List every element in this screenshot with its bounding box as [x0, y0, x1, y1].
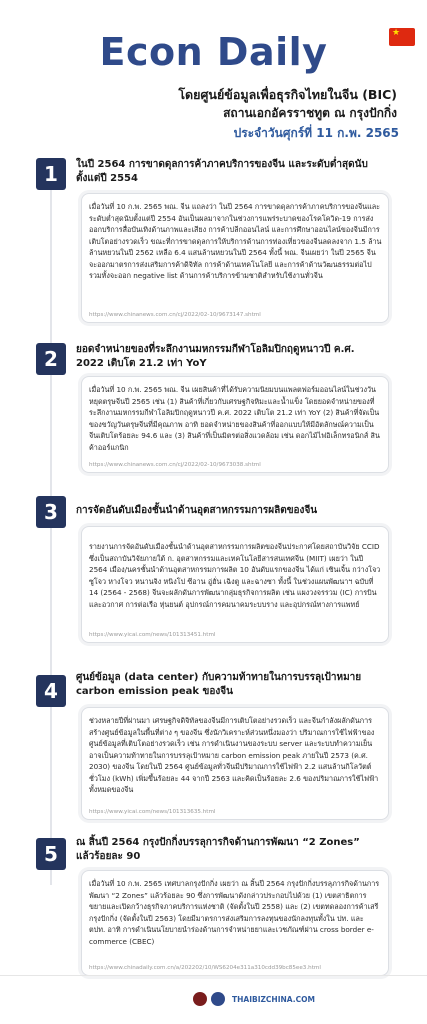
- section-title: การจัดอันดับเมืองชั้นนำด้านอุตสาหกรรมการผลิตของจีน: [76, 505, 318, 516]
- section-number: 5: [36, 838, 66, 870]
- source-link[interactable]: https://www.yicai.com/news/101313451.html: [89, 632, 216, 638]
- issue-date: ประจำวันศุกร์ที่ 11 ก.พ. 2565: [233, 126, 399, 140]
- section-card: [81, 376, 389, 473]
- china-flag-icon: ★: [389, 28, 415, 46]
- section-body: รายงานการจัดอันดับเมืองชั้นนำด้านอุตสาหกรรมการผลิตของจีนประกาศโดยสถาบันวิจัย CCID ซึ่งเป็นสถาบันวิจัยภายใต้ ก. อุตสาหกรรมและเทคโนโลยีสารสนเทศจีน (MIIT) เผยว่า ในปี 2564 เมือง/นครชั้นนำด้านอุตสาหกรรมการผลิต 10 อันดับแรกของจีน ได้แก่ เซินเจิ้น กว่างโจว ซูโจว หางโจว หนานจิง หนิงโป ซีอาน อู่ฮั่น เฉิงตู และฉางซา ทั้งนี้ ในช่วงแผนพัฒนาฯ ฉบับที่ 14 (2564 - 2568) จีนจะผลักดันการพัฒนากลุ่มธุรกิจการผลิต เช่น แผงวงจรรวม (IC) การบินและอวกาศ การต่อเรือ หุ่นยนต์ อุปกรณ์การคมนาคมระบบราง และอุปกรณ์ทางการแพทย์: [89, 542, 381, 609]
- section-number: 2: [36, 343, 66, 375]
- section-body: เมื่อวันที่ 10 ก.พ. 2565 พณ. จีน เผยสินค้าที่ได้รับความนิยมบนแพลตฟอร์มออนไลน์ในช่วงวันหยุดตรุษจีนปี 2565 เช่น (1) สินค้าที่เกี่ยวกับเศรษฐกิจหิมะและน้ำแข็ง โดยยอดจำหน่ายของที่ระลึกงานมหกรรมกีฬาโอลิมปิกฤดูหนาวปี ค.ศ. 2022 เติบโต 21.2 เท่า YoY (2) สินค้าที่จัดเป็นของขวัญวันตรุษจีนที่มีคุณภาพ อาทิ ยอดจำหน่ายของสินค้าที่ออกแบบให้มีอัตลักษณ์ความเป็นจีนเติบโตร้อยละ 94.6 และ (3) สินค้าที่เป็นมิตรต่อสิ่งแวดล้อม เช่น ดอกไม้ไฟอิเล็กทรอนิกส์ สินค้าออร์แกนิก: [89, 385, 380, 452]
- section-number: 4: [36, 675, 66, 707]
- section-number: 3: [36, 496, 66, 528]
- section-number: 1: [36, 158, 66, 190]
- section-title: ณ สิ้นปี 2564 กรุงปักกิ่งบรรลุการกิจด้านการพัฒนา “2 Zones” แล้วร้อยละ 90: [76, 837, 360, 862]
- footer-website[interactable]: THAIBIZCHINA.COM: [232, 995, 315, 1004]
- section-body: เมื่อวันที่ 10 ก.พ. 2565 พณ. จีน แถลงว่า ในปี 2564 การขาดดุลการค้าภาคบริการของจีนและระดับต่ำสุดนับตั้งแต่ปี 2554 อันเป็นผลมาจากในช่วงการแพร่ระบาดของโรคโควิด-19 การส่งออกบริการสื่อบันเทิงด้านภาพและเสียง การค้าปลีกออนไลน์ และการศึกษาออนไลน์ของจีนมีการเติบโตอย่างรวดเร็ว ขณะที่การขาดดุลการให้บริการด้านการท่องเที่ยวของจีนลดลงจาก 1.5 ล้านล้านหยวนในปี 2562 เหลือ 6.4 แสนล้านหยวนในปี 2564 ทั้งนี้ พณ. จีนเผยว่า ในปี 2565 จีนจะออกมาตรการส่งเสริมการค้าดิจิทัล การค้าด้านเทคโนโลยี และการค้าด้านวัฒนธรรมต่อไป รวมทั้งจะออก negative list ด้านการค้าบริการข้ามชาติสำหรับใช้งานทั่วจีน: [89, 202, 382, 280]
- bic-logo-icon: [211, 992, 225, 1006]
- page-title: Econ Daily: [99, 30, 328, 74]
- section-card: [81, 526, 389, 643]
- section-title: ยอดจำหน่ายของที่ระลึกงานมหกรรมกีฬาโอลิมปิกฤดูหนาวปี ค.ศ. 2022 เติบโต 21.2 เท่า YoY: [76, 344, 355, 369]
- publisher-line: โดยศูนย์ข้อมูลเพื่อธุรกิจไทยในจีน (BIC): [178, 87, 397, 102]
- section-title: ศูนย์ข้อมูล (data center) กับความท้าทายในการบรรลุเป้าหมาย carbon emission peak ของจีน: [76, 672, 362, 697]
- section-title: ในปี 2564 การขาดดุลการค้าภาคบริการของจีน และระดับต่ำสุดนับตั้งแต่ปี 2554: [76, 159, 368, 184]
- source-link[interactable]: https://www.chinanews.com.cn/cj/2022/02-10/9673038.shtml: [89, 462, 261, 468]
- section-body: ช่วงหลายปีที่ผ่านมา เศรษฐกิจดิจิทัลของจีนมีการเติบโตอย่างรวดเร็ว และจีนกำลังผลักดันการสร้างศูนย์ข้อมูลในพื้นที่ต่าง ๆ ของจีน ซึ่งนักวิเคราะห์ส่วนหนึ่งมองว่า ปริมาณการใช้ไฟฟ้าของศูนย์ข้อมูลที่เติบโตอย่างรวดเร็ว เช่น การดำเนินงานของระบบ server และระบบทำความเย็น อาจเป็นความท้าทายในการบรรลุเป้าหมาย carbon emission peak ภายในปี 2573 (ค.ศ. 2030) ของจีน โดยในปี 2564 ศูนย์ข้อมูลทั่วจีนมีปริมาณการใช้ไฟฟ้า 2.2 แสนล้านกิโลวัตต์ชั่วโมง (kWh) เพิ่มขึ้นร้อยละ 44 จากปี 2563 และคิดเป็นร้อยละ 2.6 ของปริมาณการใช้ไฟฟ้าทั้งหมดของจีน: [89, 716, 379, 794]
- embassy-logo-icon: [193, 992, 207, 1006]
- section-card: [81, 193, 389, 323]
- section-card: [81, 707, 389, 820]
- footer-divider: [0, 975, 427, 976]
- source-link[interactable]: https://www.chinadaily.com.cn/a/202202/10/WS6204e311a310cdd39bc85ee3.html: [89, 965, 321, 971]
- timeline-divider: [50, 185, 52, 885]
- section-body: เมื่อวันที่ 10 ก.พ. 2565 เทศบาลกรุงปักกิ่ง เผยว่า ณ สิ้นปี 2564 กรุงปักกิ่งบรรลุภารกิจด้านการพัฒนา “2 Zones” แล้วร้อยละ 90 ซึ่งการพัฒนาดังกล่าวประกอบไปด้วย (1) เขตสาธิตการขยายและเปิดกว้างธุรกิจภาคบริการแห่งชาติ (จัดตั้งในปี 2558) และ (2) เขตทดลองการค้าเสรีกรุงปักกิ่ง (จัดตั้งในปี 2563) โดยมีมาตรการส่งเสริมการลงทุนของนักลงทุนทั้งใน ปท. และ ตปท. อาทิ การดำเนินนโยบายนำร่องด้านการจำหน่ายยาและเวชภัณฑ์ผ่าน cross border e-commerce (CBEC): [89, 879, 380, 946]
- source-link[interactable]: https://www.chinanews.com.cn/cj/2022/02-10/9673147.shtml: [89, 312, 261, 318]
- embassy-line: สถานเอกอัครราชทูต ณ กรุงปักกิ่ง: [223, 106, 397, 120]
- source-link[interactable]: https://www.yicai.com/news/101313635.html: [89, 809, 216, 815]
- section-card: [81, 870, 389, 976]
